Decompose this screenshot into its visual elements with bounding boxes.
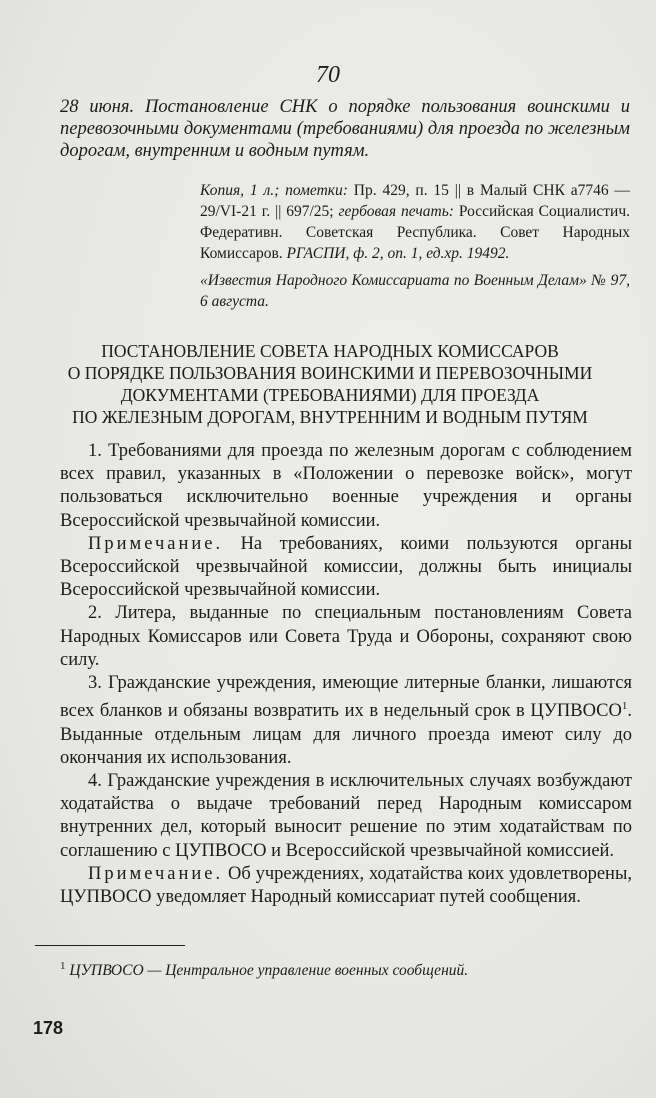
paragraph-1: 1. Требованиями для проезда по железным дорогам с соблюдением всех правил, указанных в «Положении о перевозке войск», могут пользоваться исключительно военные учреждения и органы Всероссийской чрезвычайной комиссии. [60, 441, 632, 531]
document-heading: 28 июня. Постановление СНК о порядке пользования воинскими и перевозочными документами (требованиями) для проезда по железным дорогам, внутренним и водным путям. [60, 97, 630, 161]
footnote-ref: 1 [621, 700, 628, 713]
page-number: 178 [33, 1018, 64, 1038]
note-text: На требованиях, коими пользуются органы Всероссийской чрезвычайной комиссии, должны быть инициалы Всероссийской чрезвычайной комиссии. [60, 533, 632, 601]
footnote [60, 960, 630, 980]
copy-label: Копия, 1 л.; пометки: [200, 182, 348, 199]
document-number: 70 [316, 62, 340, 88]
title-line: ДОКУМЕНТАМИ (ТРЕБОВАНИЯМИ) ДЛЯ ПРОЕЗДА [120, 385, 540, 405]
archive-ref: РГАСПИ, ф. 2, оп. 1, ед.хр. 19492. [286, 245, 510, 262]
footnote-divider [35, 945, 185, 946]
paragraph-3-part-a: 3. Гражданские учреждения, имеющие литерные бланки, лишаются всех бланков и обязаны возвратить их в недельный срок в ЦУПВОСО [60, 673, 632, 722]
decree-body [60, 440, 632, 909]
note-label: Примечание. [88, 533, 224, 554]
marks-text: Пр. 429, п. 15 || в Малый СНК а7746 — 29/VI-21 г. || 697/25; [200, 182, 630, 220]
paragraph-3-part-b: . Выданные отдельным лицам для личного проезда имеют силу до окончания их использования. [60, 701, 632, 768]
footnote-mark: 1 [60, 960, 66, 972]
source-note [200, 180, 630, 264]
note-text: Об учреждениях, ходатайства коих удовлетворены, ЦУПВОСО уведомляет Народный комиссариат путей сообщения. [60, 863, 633, 908]
title-line: ПО ЖЕЛЕЗНЫМ ДОРОГАМ, ВНУТРЕННИМ И ВОДНЫМ ПУТЯМ [72, 407, 588, 427]
footnote-text: ЦУПВОСО — Центральное управление военных сообщений. [69, 962, 469, 980]
publication-note: «Известия Народного Комиссариата по Военным Делам» № 97, 6 августа. [200, 272, 630, 310]
paragraph-3 [60, 672, 632, 770]
title-line: О ПОРЯДКЕ ПОЛЬЗОВАНИЯ ВОИНСКИМИ И ПЕРЕВОЗОЧНЫМИ [67, 363, 593, 383]
paragraph-2: 2. Литера, выданные по специальным постановлениям Совета Народных Комиссаров или Совета Труда и Обороны, сохраняют свою силу. [60, 603, 632, 670]
decree-title [30, 340, 630, 428]
note-2 [60, 863, 632, 909]
title-line: ПОСТАНОВЛЕНИЕ СОВЕТА НАРОДНЫХ КОМИССАРОВ [101, 341, 559, 361]
paragraph-4: 4. Гражданские учреждения в исключительных случаях возбуждают ходатайства о выдаче требований перед Народным комиссаром внутренних дел, который выносит решение по этим ходатайствам по соглашению с ЦУПВОСО и Всероссийской чрезвычайной комиссией. [60, 771, 632, 861]
stamp-label: гербовая печать: [338, 203, 454, 220]
stamp-text: Российская Социалистич. Федеративн. Советская Республика. Совет Народных Комиссаров. [200, 203, 631, 262]
note-1 [60, 533, 632, 603]
note-label: Примечание. [88, 863, 224, 884]
